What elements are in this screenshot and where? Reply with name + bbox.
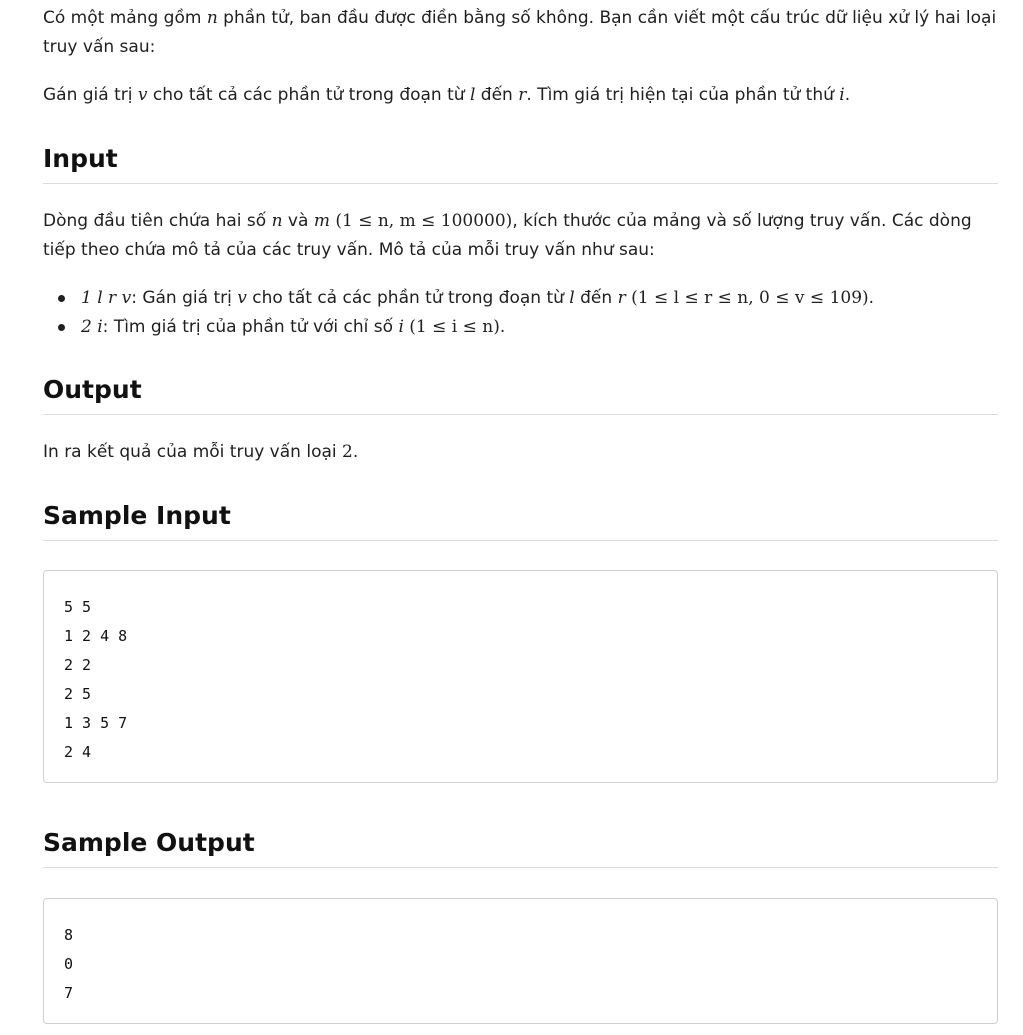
sample-input-box[interactable]: [43, 570, 998, 783]
input-heading: Input: [43, 144, 118, 173]
query-type-number: 2: [342, 442, 353, 462]
math-v: v: [237, 288, 247, 308]
sample-input-heading-block: [43, 501, 998, 530]
input-text: , kích thước của mảng và số lượng truy vấn. Các dòng tiếp theo chứa mô tả của các truy vấn. Mô tả của mỗi truy vấn như sau:: [43, 211, 972, 260]
bullet-icon: [58, 295, 65, 302]
code-line: 0: [64, 955, 74, 973]
item-text: : Tìm giá trị của phần tử với chỉ số: [102, 317, 399, 337]
item-text: : Gán giá trị: [131, 288, 238, 308]
math-i: i: [398, 317, 404, 337]
list-item: [43, 284, 998, 313]
output-text: .: [352, 442, 359, 462]
intro-text: phần tử, ban đầu được điền bằng số không. Bạn cần viết một cấu trúc dữ liệu xử lý hai loại truy vấn sau:: [43, 8, 997, 57]
queries-summary: [43, 81, 998, 110]
constraint-lrv: (1 ≤ l ≤ r ≤ n, 0 ≤ v ≤ 109): [631, 288, 869, 308]
summary-text: . Tìm giá trị hiện tại của phần tử thứ: [526, 85, 840, 105]
intro-paragraph: [43, 4, 998, 62]
sample-output-heading: Sample Output: [43, 828, 255, 857]
code-line: 1 2 4 8: [64, 627, 128, 645]
math-i: i: [839, 85, 845, 105]
input-text: và: [282, 211, 314, 231]
output-description: [43, 438, 998, 467]
query-type-2: 2 i: [81, 317, 103, 337]
constraint-i: (1 ≤ i ≤ n): [409, 317, 500, 337]
summary-text: cho tất cả các phần tử trong đoạn từ: [147, 85, 470, 105]
list-item: [43, 313, 998, 342]
item-text: cho tất cả các phần tử trong đoạn từ: [246, 288, 570, 308]
output-heading-block: [43, 375, 998, 404]
output-heading: Output: [43, 375, 142, 404]
intro-text: Có một mảng gồm: [43, 8, 207, 28]
sample-input-heading: Sample Input: [43, 501, 231, 530]
input-heading-block: [43, 144, 998, 173]
divider: [43, 867, 998, 868]
math-r: r: [518, 85, 527, 105]
math-l: l: [469, 85, 476, 105]
divider: [43, 540, 998, 541]
math-n: n: [206, 8, 218, 28]
query-type-1: 1 l r v: [81, 288, 132, 308]
summary-text: đến: [475, 85, 519, 105]
code-line: 2 5: [64, 685, 92, 703]
code-line: 8: [64, 926, 74, 944]
item-text: .: [868, 288, 875, 308]
divider: [43, 414, 998, 415]
constraint-nm: (1 ≤ n, m ≤ 100000): [335, 211, 513, 231]
sample-output-box[interactable]: [43, 898, 998, 1024]
code-line: 2 2: [64, 656, 92, 674]
item-text: .: [499, 317, 506, 337]
input-text: Dòng đầu tiên chứa hai số: [43, 211, 272, 231]
item-text: đến: [574, 288, 618, 308]
sample-output-code[interactable]: [44, 899, 997, 1008]
sample-input-code[interactable]: [44, 571, 997, 767]
code-line: 2 4: [64, 743, 92, 761]
math-l: l: [569, 288, 575, 308]
math-r: r: [617, 288, 626, 308]
code-line: 5 5: [64, 598, 92, 616]
math-n: n: [271, 211, 283, 231]
math-m: m: [313, 211, 330, 231]
summary-text: Gán giá trị: [43, 85, 138, 105]
query-format-list: [43, 284, 998, 342]
summary-text: .: [844, 85, 851, 105]
bullet-icon: [58, 324, 65, 331]
code-line: 7: [64, 984, 74, 1002]
output-text: In ra kết quả của mỗi truy vấn loại: [43, 442, 343, 462]
code-line: 1 3 5 7: [64, 714, 128, 732]
sample-output-heading-block: [43, 828, 998, 857]
input-description: [43, 207, 998, 265]
math-v: v: [137, 85, 148, 105]
divider: [43, 183, 998, 184]
